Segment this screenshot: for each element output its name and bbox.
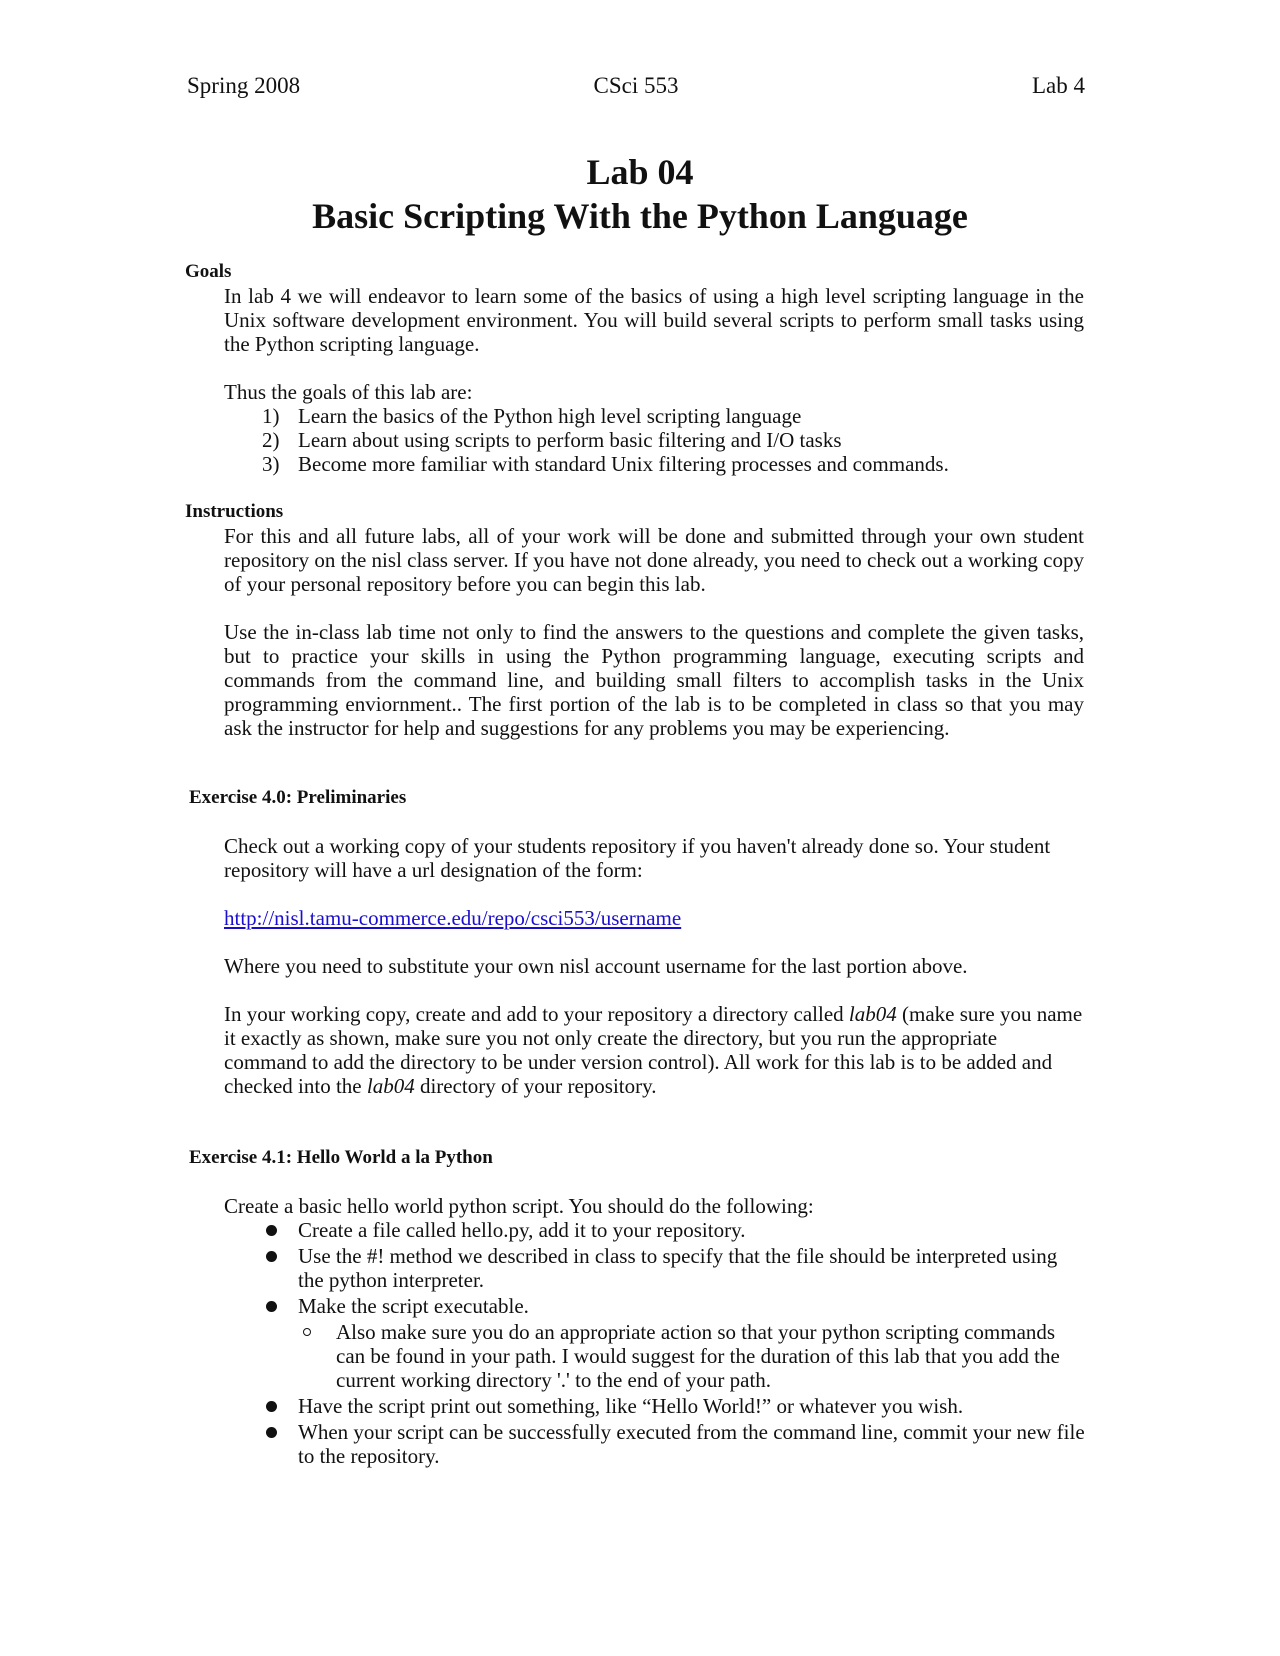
- title-line-1: Lab 04: [586, 152, 694, 192]
- instructions-heading: Instructions: [185, 501, 284, 522]
- list-item: Make the script executable. Also make sure you do an appropriate action so that your python scripting commands can be found in your path. I would suggest for the duration of this lab that you add the current working directory '.' to the end of your path.: [224, 1294, 1086, 1392]
- list-item: Create a file called hello.py, add it to your repository.: [224, 1218, 1086, 1242]
- header-lab: Lab 4: [1031, 73, 1085, 98]
- title-line-2: Basic Scripting With the Python Language: [312, 196, 968, 236]
- exercise-4-1-intro: Create a basic hello world python script. You should do the following:: [224, 1194, 814, 1218]
- exercise-4-0-paragraph-2: Where you need to substitute your own nisl account username for the last portion above.: [224, 954, 968, 978]
- instructions-paragraph-1: For this and all future labs, all of your work will be done and submitted through your own student repository on the nisl class server. If you have not done already, you need to check out a working copy of your personal repository before you can begin this lab.: [224, 524, 1084, 596]
- repository-url-line: [224, 906, 1084, 930]
- bullet-icon: [266, 1427, 277, 1438]
- goals-list: [224, 404, 1084, 476]
- list-item: When your script can be successfully executed from the command line, commit your new file to the repository.: [224, 1420, 1086, 1468]
- exercise-4-0-paragraph-3: In your working copy, create and add to your repository a directory called lab04 (make sure you name it exactly as shown, make sure you not only create the directory, but you run the appropriate command to add the directory to be under version control). All work for this lab is to be added and checked into the lab04 directory of your repository.: [224, 1002, 1083, 1098]
- running-header: [187, 74, 1085, 104]
- header-course: CSci 553: [593, 73, 679, 98]
- bullet-icon: [266, 1225, 277, 1236]
- goal-item: 2) Learn about using scripts to perform basic filtering and I/O tasks: [262, 428, 842, 452]
- exercise-4-1-steps: [224, 1218, 1086, 1470]
- goals-lead: Thus the goals of this lab are:: [224, 380, 473, 404]
- page-title: [0, 150, 1280, 238]
- sub-list: [298, 1320, 1086, 1392]
- goals-intro: In lab 4 we will endeavor to learn some of the basics of using a high level scripting language in the Unix software development environment. You will build several scripts to perform small tasks using the Python scripting language.: [224, 284, 1084, 356]
- bullet-icon: [266, 1251, 277, 1262]
- goals-heading: Goals: [185, 261, 232, 282]
- exercise-4-0-paragraph-1: Check out a working copy of your students repository if you haven't already done so. Your student repository will have a url designation of the form:: [224, 834, 1051, 882]
- lab04-directory-name: lab04: [366, 1074, 415, 1098]
- sub-list-item: Also make sure you do an appropriate action so that your python scripting commands can be found in your path. I would suggest for the duration of this lab that you add the current working directory '.' to the end of your path.: [298, 1320, 1086, 1392]
- exercise-4-1-heading: Exercise 4.1: Hello World a la Python: [189, 1147, 493, 1168]
- list-item: Have the script print out something, like “Hello World!” or whatever you wish.: [224, 1394, 1086, 1418]
- instructions-paragraph-2: Use the in-class lab time not only to find the answers to the questions and complete the given tasks, but to practice your skills in using the Python programming language, executing scripts and commands from the command line, and building small filters to accomplish tasks in the Unix programming enviornment.. The first portion of the lab is to be completed in class so that you may ask the instructor for help and suggestions for any problems you may be experiencing.: [224, 620, 1084, 740]
- list-item: Use the #! method we described in class to specify that the file should be interpreted using the python interpreter.: [224, 1244, 1086, 1292]
- lab04-directory-name: lab04: [848, 1002, 897, 1026]
- bullet-icon: [266, 1401, 277, 1412]
- bullet-icon: [266, 1301, 277, 1312]
- goal-item: 1) Learn the basics of the Python high level scripting language: [262, 404, 802, 428]
- header-semester: Spring 2008: [187, 73, 301, 98]
- goal-item: 3) Become more familiar with standard Unix filtering processes and commands.: [262, 452, 949, 476]
- repository-url-link[interactable]: http://nisl.tamu-commerce.edu/repo/csci553/username: [224, 906, 682, 930]
- exercise-4-0-heading: Exercise 4.0: Preliminaries: [189, 787, 407, 808]
- hollow-bullet-icon: [303, 1328, 311, 1336]
